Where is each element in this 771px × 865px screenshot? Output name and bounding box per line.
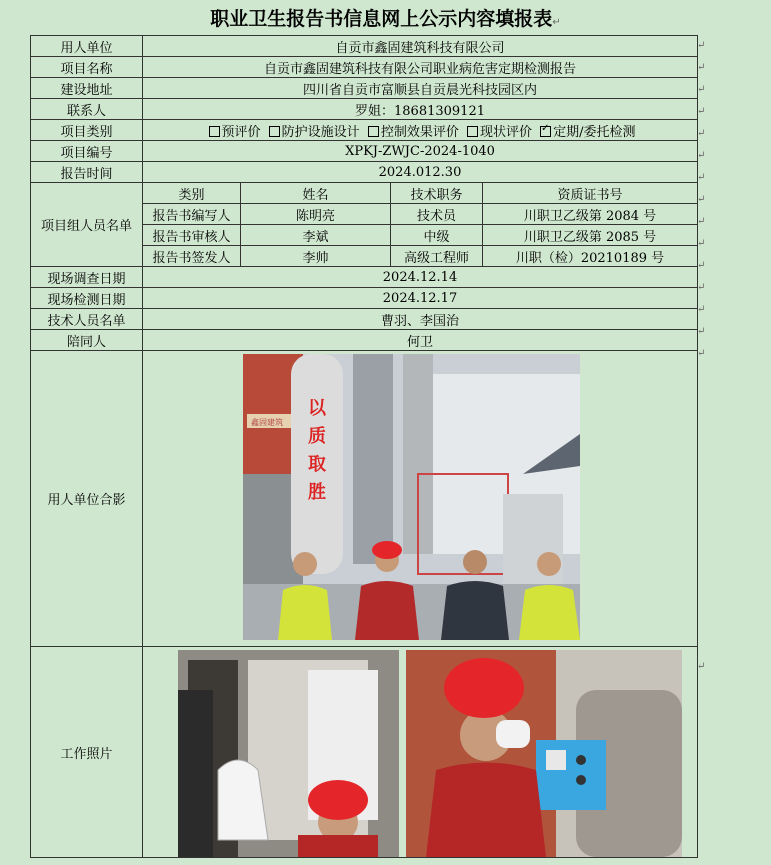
paragraph-mark-icon: ↵ bbox=[697, 260, 706, 271]
team-cell: 陈明亮 bbox=[241, 204, 391, 225]
contact-value: 罗姐：18681309121 bbox=[143, 99, 698, 120]
paragraph-mark-icon: ↵ bbox=[697, 348, 706, 359]
category-option-periodic-testing[interactable]: ✓ 定期/委托检测 bbox=[536, 125, 635, 140]
tech-staff-label: 技术人员名单 bbox=[31, 309, 143, 330]
row-category bbox=[31, 120, 698, 141]
team-header-category: 类别 bbox=[143, 183, 241, 204]
team-cell: 李帅 bbox=[241, 246, 391, 267]
checked-checkbox-icon bbox=[540, 126, 551, 137]
category-option-protection-design[interactable]: 防护设施设计 bbox=[265, 125, 360, 140]
row-contact bbox=[31, 99, 698, 120]
paragraph-mark-icon: ↵ bbox=[697, 216, 706, 227]
team-cell: 高级工程师 bbox=[391, 246, 483, 267]
group-photo-cell bbox=[143, 351, 698, 647]
paragraph-mark-icon: ↵ bbox=[697, 238, 706, 249]
tower-char-2: 取 bbox=[308, 454, 326, 475]
tower-char-3: 胜 bbox=[308, 482, 326, 503]
checkbox-icon bbox=[209, 126, 220, 137]
row-employer bbox=[31, 36, 698, 57]
row-address bbox=[31, 78, 698, 99]
paragraph-mark-icon: ↵ bbox=[697, 106, 706, 117]
row-group-photo bbox=[31, 351, 698, 647]
category-option-status-evaluation[interactable]: 现状评价 bbox=[463, 125, 532, 140]
row-escort bbox=[31, 330, 698, 351]
test-date-label: 现场检测日期 bbox=[31, 288, 143, 309]
paragraph-mark-icon: ↵ bbox=[697, 128, 706, 139]
row-test-date bbox=[31, 288, 698, 309]
paragraph-mark-icon: ↵ bbox=[697, 661, 706, 672]
escort-value: 何卫 bbox=[143, 330, 698, 351]
work-photo-cell bbox=[143, 647, 698, 858]
project-no-label: 项目编号 bbox=[31, 141, 143, 162]
tech-staff-value: 曹羽、李国治 bbox=[143, 309, 698, 330]
team-cell: 川职卫乙级第 2085 号 bbox=[483, 225, 698, 246]
paragraph-mark-icon: ↵ bbox=[697, 84, 706, 95]
row-work-photo bbox=[31, 647, 698, 858]
report-time-value: 2024.012.30 bbox=[143, 162, 698, 183]
team-cell: 技术员 bbox=[391, 204, 483, 225]
row-project-no bbox=[31, 141, 698, 162]
tower-char-1: 质 bbox=[308, 426, 326, 447]
project-name-value: 自贡市鑫固建筑科技有限公司职业病危害定期检测报告 bbox=[143, 57, 698, 78]
address-value: 四川省自贡市富顺县自贡晨光科技园区内 bbox=[143, 78, 698, 99]
sign-text: 鑫固建筑 bbox=[251, 418, 283, 427]
row-report-time bbox=[31, 162, 698, 183]
team-header-name: 姓名 bbox=[241, 183, 391, 204]
paragraph-mark-icon: ↵ bbox=[697, 326, 706, 337]
team-cell: 中级 bbox=[391, 225, 483, 246]
team-cell: 李斌 bbox=[241, 225, 391, 246]
category-options bbox=[143, 120, 698, 141]
paragraph-mark-icon: ↵ bbox=[697, 40, 706, 51]
page-title: 职业卫生报告书信息网上公示内容填报表↵ bbox=[210, 8, 561, 30]
project-name-label: 项目名称 bbox=[31, 57, 143, 78]
survey-date-label: 现场调查日期 bbox=[31, 267, 143, 288]
team-cell: 川职卫乙级第 2084 号 bbox=[483, 204, 698, 225]
employer-value: 自贡市鑫固建筑科技有限公司 bbox=[143, 36, 698, 57]
contact-label: 联系人 bbox=[31, 99, 143, 120]
team-cell: 报告书编写人 bbox=[143, 204, 241, 225]
tower-char-0: 以 bbox=[308, 398, 326, 419]
team-label: 项目组人员名单 bbox=[31, 183, 143, 267]
checkbox-icon bbox=[269, 126, 280, 137]
row-project-name bbox=[31, 57, 698, 78]
team-cell: 报告书审核人 bbox=[143, 225, 241, 246]
team-header-cert: 资质证书号 bbox=[483, 183, 698, 204]
address-label: 建设地址 bbox=[31, 78, 143, 99]
group-photo bbox=[243, 354, 580, 640]
employer-label: 用人单位 bbox=[31, 36, 143, 57]
paragraph-mark-icon: ↵ bbox=[697, 172, 706, 183]
test-date-value: 2024.12.17 bbox=[143, 288, 698, 309]
escort-label: 陪同人 bbox=[31, 330, 143, 351]
paragraph-mark-icon: ↵ bbox=[697, 194, 706, 205]
row-survey-date bbox=[31, 267, 698, 288]
form-table bbox=[30, 35, 698, 858]
group-photo-label: 用人单位合影 bbox=[31, 351, 143, 647]
paragraph-mark-icon: ↵ bbox=[697, 62, 706, 73]
work-photo-right bbox=[406, 650, 682, 857]
team-cell: 报告书签发人 bbox=[143, 246, 241, 267]
category-option-pre-evaluation[interactable]: 预评价 bbox=[205, 125, 261, 140]
work-photo-left bbox=[178, 650, 399, 857]
paragraph-mark-icon: ↵ bbox=[697, 304, 706, 315]
checkbox-icon bbox=[368, 126, 379, 137]
row-tech-staff bbox=[31, 309, 698, 330]
project-no-value: XPKJ-ZWJC-2024-1040 bbox=[143, 141, 698, 162]
paragraph-mark-icon: ↵ bbox=[697, 282, 706, 293]
report-time-label: 报告时间 bbox=[31, 162, 143, 183]
survey-date-value: 2024.12.14 bbox=[143, 267, 698, 288]
category-label: 项目类别 bbox=[31, 120, 143, 141]
work-photo-label: 工作照片 bbox=[31, 647, 143, 858]
team-cell: 川职（检）20210189 号 bbox=[483, 246, 698, 267]
team-header-row bbox=[31, 183, 698, 204]
category-option-control-effect[interactable]: 控制效果评价 bbox=[364, 125, 459, 140]
paragraph-mark-icon: ↵ bbox=[697, 150, 706, 161]
checkbox-icon bbox=[467, 126, 478, 137]
team-header-title: 技术职务 bbox=[391, 183, 483, 204]
